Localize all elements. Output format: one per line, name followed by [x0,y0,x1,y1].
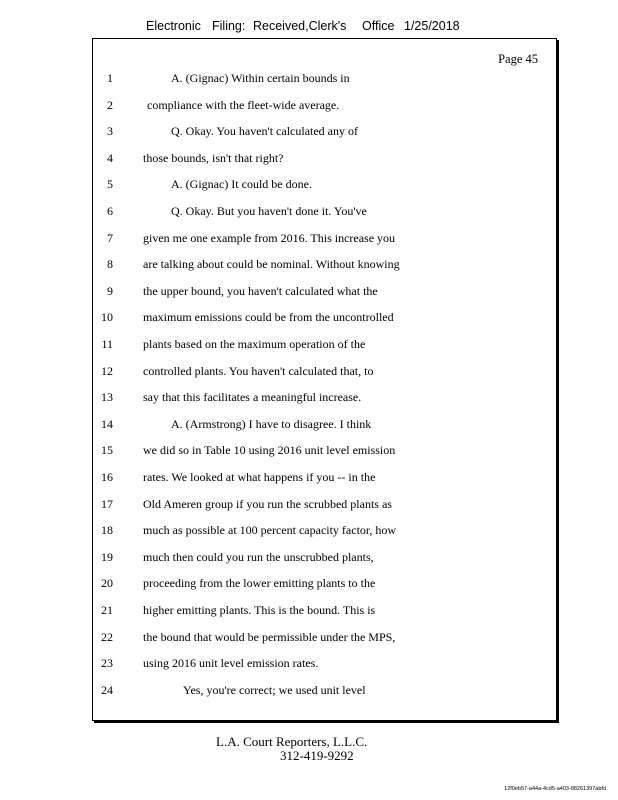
line-number: 9 [107,283,113,298]
page-number: Page 45 [498,52,538,66]
transcript-line [93,310,553,330]
transcript-line [93,417,553,437]
line-number: 13 [101,390,113,405]
line-number: 11 [101,337,113,351]
line-number: 20 [101,576,113,591]
document-id: 12f0eb57-a44a-4cd5-a403-88261397abfd [504,786,606,792]
line-number: 7 [107,230,113,245]
line-text: compliance with the fleet-wide average. [147,97,340,112]
transcript-line [93,497,553,517]
line-text: given me one example from 2016. This increase you [143,230,396,245]
line-number: 23 [101,656,113,671]
line-number: 6 [107,204,113,218]
line-text: the bound that would be permissible under the MPS, [143,629,396,644]
line-text: maximum emissions could be from the uncontrolled [143,310,394,325]
line-text: Yes, you're correct; we used unit level [183,682,366,697]
transcript-line [93,603,553,623]
transcript-line [93,630,553,650]
transcript-line [93,443,553,463]
line-number: 2 [107,97,113,112]
transcript-line [93,71,553,91]
line-text: those bounds, isn't that right? [143,150,284,165]
line-number: 3 [107,124,113,139]
line-text: A. (Armstrong) I have to disagree. I think [171,416,372,431]
line-text: rates. We looked at what happens if you -- in the [143,470,376,484]
transcript-line [93,550,553,570]
filing-header [0,19,618,37]
transcript-page [92,38,557,721]
transcript-line [93,523,553,543]
header-word-electronic: Electronic [146,19,201,33]
line-text: say that this facilitates a meaningful increase. [143,390,362,405]
line-number: 12 [101,363,113,378]
header-word-filing: Filing: [212,19,246,33]
transcript-line [93,390,553,410]
transcript-line [93,683,553,703]
transcript-line [93,656,553,676]
transcript-line [93,337,553,357]
footer-phone: 312-419-9292 [280,748,354,763]
line-number: 8 [107,257,113,272]
transcript-line [93,284,553,304]
line-number: 24 [101,682,113,697]
line-text: A. (Gignac) Within certain bounds in [171,71,350,85]
header-word-office: Office [362,19,395,33]
line-text: Q. Okay. You haven't calculated any of [171,124,359,139]
line-number: 19 [101,549,113,564]
line-text: A. (Gignac) It could be done. [171,177,312,192]
transcript-line [93,257,553,277]
line-text: much then could you run the unscrubbed plants, [143,549,374,564]
line-number: 1 [107,71,113,85]
line-text: much as possible at 100 percent capacity factor, how [143,523,397,538]
line-number: 10 [101,310,113,325]
transcript-line [93,124,553,144]
transcript-line [93,98,553,118]
transcript-line [93,231,553,251]
transcript-line [93,177,553,197]
line-text: controlled plants. You haven't calculated that, to [143,363,374,378]
line-number: 16 [101,470,113,484]
line-text: Q. Okay. But you haven't done it. You've [171,204,367,218]
header-date: 1/25/2018 [404,19,460,33]
transcript-line [93,364,553,384]
line-number: 15 [101,443,113,458]
transcript-line [93,470,553,490]
transcript-line [93,151,553,171]
line-text: proceeding from the lower emitting plants to the [143,576,376,591]
line-text: the upper bound, you haven't calculated what the [143,283,378,298]
line-number: 18 [101,523,113,538]
header-word-received: Received,Clerk's [253,19,347,33]
line-text: are talking about could be nominal. Without knowing [143,257,400,272]
line-number: 5 [107,177,113,192]
line-number: 22 [101,629,113,644]
line-text: plants based on the maximum operation of the [143,337,366,351]
line-number: 21 [101,603,113,617]
line-number: 17 [101,496,113,511]
line-text: using 2016 unit level emission rates. [143,656,319,671]
line-text: we did so in Table 10 using 2016 unit level emission [143,443,396,458]
transcript-line [93,204,553,224]
line-text: Old Ameren group if you run the scrubbed plants as [143,496,392,511]
line-text: higher emitting plants. This is the bound. This is [143,603,376,617]
line-number: 4 [107,150,113,165]
transcript-line [93,576,553,596]
line-number: 14 [101,416,113,431]
footer-company: L.A. Court Reporters, L.L.C. [216,734,368,749]
